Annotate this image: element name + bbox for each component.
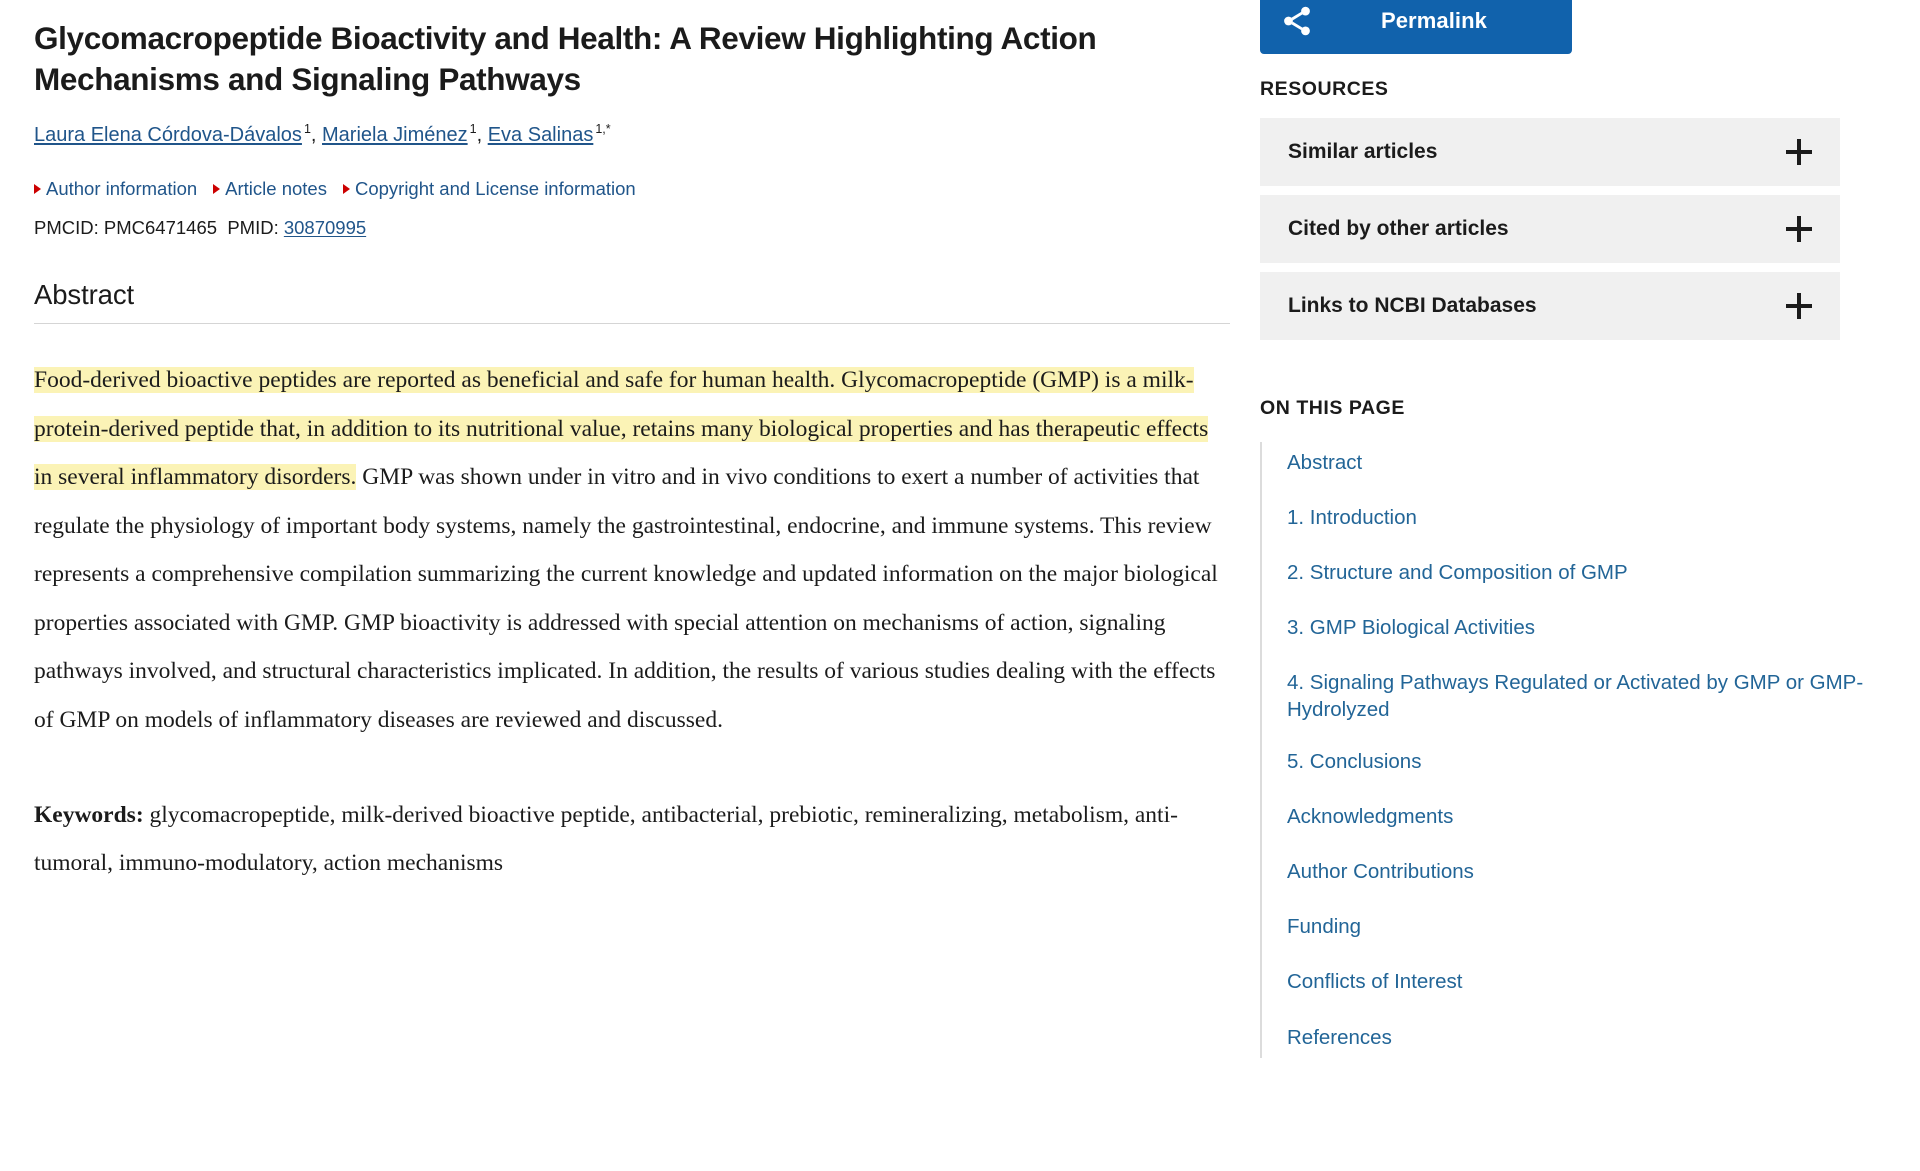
resources-accordion bbox=[1260, 118, 1840, 340]
on-this-page-nav bbox=[1260, 442, 1876, 1058]
list-item bbox=[1262, 851, 1876, 892]
list-item bbox=[1262, 552, 1876, 593]
abstract-divider bbox=[34, 323, 1230, 324]
main-content-column bbox=[0, 0, 1232, 888]
keywords-value: glycomacropeptide, milk-derived bioactive peptide, antibacterial, prebiotic, remineralizing, metabolism, anti-tumoral, immuno-modulatory, action mechanisms bbox=[34, 801, 1178, 877]
pmid-link[interactable]: 30870995 bbox=[283, 216, 367, 238]
author-separator-2: , bbox=[476, 123, 488, 146]
accordion-label: Cited by other articles bbox=[1288, 217, 1509, 240]
author-link-3[interactable]: Eva Salinas bbox=[487, 123, 594, 146]
author-separator-1: , bbox=[310, 123, 323, 146]
accordion-label: Similar articles bbox=[1288, 140, 1438, 163]
plus-icon[interactable] bbox=[1786, 293, 1812, 319]
keywords-line bbox=[34, 791, 1230, 888]
plus-icon[interactable] bbox=[1786, 216, 1812, 242]
abstract-text bbox=[34, 356, 1230, 745]
author-information-toggle[interactable] bbox=[34, 177, 197, 201]
permalink-button[interactable] bbox=[1260, 0, 1572, 54]
article-notes-toggle[interactable] bbox=[213, 177, 327, 201]
triangle-right-icon bbox=[213, 184, 220, 194]
accordion-item-cited-by-other-articles[interactable] bbox=[1260, 195, 1840, 263]
toc-link-signaling-pathways[interactable]: 4. Signaling Pathways Regulated or Activated by GMP or GMP-Hydrolyzed bbox=[1287, 671, 1864, 722]
accordion-item-similar-articles[interactable] bbox=[1260, 118, 1840, 186]
copyright-license-toggle[interactable] bbox=[343, 177, 636, 201]
toc-link-acknowledgments[interactable]: Acknowledgments bbox=[1287, 805, 1454, 829]
author-information-label[interactable]: Author information bbox=[46, 177, 198, 199]
author-list bbox=[34, 122, 1232, 149]
toc-link-author-contributions[interactable]: Author Contributions bbox=[1287, 860, 1474, 884]
list-item bbox=[1262, 607, 1876, 648]
permalink-button-label: Permalink bbox=[1380, 8, 1488, 33]
list-item bbox=[1262, 961, 1876, 1002]
author-link-1[interactable]: Laura Elena Córdova-Dávalos bbox=[34, 123, 302, 146]
abstract-heading: Abstract bbox=[34, 278, 135, 310]
toc-link-funding[interactable]: Funding bbox=[1287, 915, 1362, 939]
list-item bbox=[1262, 662, 1876, 730]
copyright-license-label[interactable]: Copyright and License information bbox=[354, 177, 636, 199]
sidebar-column bbox=[1232, 0, 1920, 1171]
toc-link-conclusions[interactable]: 5. Conclusions bbox=[1287, 750, 1422, 774]
plus-icon[interactable] bbox=[1786, 139, 1812, 165]
sidebar-inner bbox=[1232, 0, 1876, 1058]
abstract-highlighted-text: Food-derived bioactive peptides are reported as beneficial and safe for human health. Glycomacropeptide (GMP) is a milk-protein-derived peptide that, in addition to its nutritional value, retains many biological properties and has therapeutic effects in several inflammatory disorders. bbox=[34, 366, 1209, 491]
accordion-label: Links to NCBI Databases bbox=[1288, 294, 1537, 317]
keywords-label: Keywords: bbox=[34, 801, 144, 828]
toc-link-references[interactable]: References bbox=[1287, 1025, 1392, 1049]
pmid-label: PMID: bbox=[227, 216, 279, 238]
toc-link-introduction[interactable]: 1. Introduction bbox=[1287, 506, 1417, 530]
accordion-item-links-to-ncbi-databases[interactable] bbox=[1260, 272, 1840, 340]
author-affiliation-3: 1,* bbox=[595, 122, 611, 137]
toc-link-structure-and-composition[interactable]: 2. Structure and Composition of GMP bbox=[1287, 561, 1628, 585]
article-notes-label[interactable]: Article notes bbox=[225, 177, 327, 199]
toc-link-biological-activities[interactable]: 3. GMP Biological Activities bbox=[1287, 616, 1536, 640]
author-affiliation-2: 1 bbox=[469, 122, 477, 137]
toc-link-conflicts-of-interest[interactable]: Conflicts of Interest bbox=[1287, 970, 1463, 994]
list-item bbox=[1262, 442, 1876, 483]
list-item bbox=[1262, 906, 1876, 947]
pmcid-label: PMCID: bbox=[34, 216, 99, 238]
pmcid-value: PMC6471465 bbox=[103, 216, 218, 238]
triangle-right-icon bbox=[343, 184, 350, 194]
share-icon bbox=[1260, 4, 1334, 38]
article-meta-links bbox=[34, 177, 1232, 201]
triangle-right-icon bbox=[34, 184, 41, 194]
article-identifiers bbox=[34, 217, 1232, 239]
author-link-2[interactable]: Mariela Jiménez bbox=[322, 123, 468, 146]
resources-heading: RESOURCES bbox=[1260, 78, 1389, 100]
author-affiliation-1: 1 bbox=[303, 122, 311, 137]
page-title: Glycomacropeptide Bioactivity and Health: A Review Highlighting Action Mechanisms and Signaling Pathways bbox=[34, 20, 1097, 97]
on-this-page-heading: ON THIS PAGE bbox=[1260, 397, 1405, 419]
abstract-remaining-text: GMP was shown under in vitro and in vivo conditions to exert a number of activities that regulate the physiology of important body systems, namely the gastrointestinal, endocrine, and immune systems. This review represents a comprehensive compilation summarizing the current knowledge and updated information on the major biological properties associated with GMP. GMP bioactivity is addressed with special attention on mechanisms of action, signaling pathways involved, and structural characteristics implicated. In addition, the results of various studies dealing with the effects of GMP on models of inflammatory diseases are reviewed and discussed. bbox=[34, 464, 1218, 734]
toc-link-abstract[interactable]: Abstract bbox=[1287, 451, 1363, 474]
list-item bbox=[1262, 1017, 1876, 1058]
list-item bbox=[1262, 741, 1876, 782]
list-item bbox=[1262, 497, 1876, 538]
list-item bbox=[1262, 796, 1876, 837]
